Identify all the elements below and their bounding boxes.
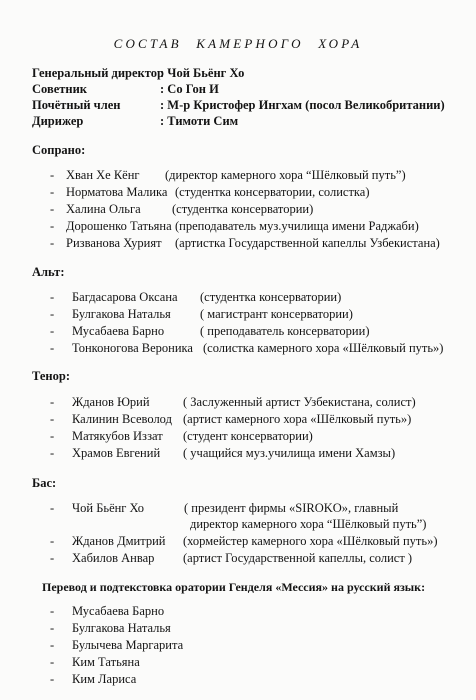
member-name: Тонконогова Вероника xyxy=(72,341,193,355)
member-note-continuation: директор камерного хора “Шёлковый путь”) xyxy=(190,517,427,531)
leadership-value-advisor: : Со Гон И xyxy=(160,82,219,96)
list-dash: - xyxy=(50,672,55,686)
list-dash: - xyxy=(50,638,55,652)
section-heading-soprano: Сопрано: xyxy=(32,143,86,157)
member-name: Чой Бьёнг Хо xyxy=(72,501,145,515)
member-name: Матякубов Иззат xyxy=(72,429,163,443)
member-note: ( магистрант консерватории) xyxy=(200,307,353,321)
member-note: ( Заслуженный артист Узбекистана, солист) xyxy=(183,395,416,409)
member-name: Хван Хе Кёнг xyxy=(66,168,140,182)
leadership-label-conductor: Дирижер xyxy=(32,114,84,128)
list-dash: - xyxy=(50,501,55,515)
member-name: Багдасарова Оксана xyxy=(72,290,178,304)
section-heading-tenor: Тенор: xyxy=(32,369,70,383)
leadership-label-honorary: Почётный член xyxy=(32,98,121,112)
leadership-label-director: Генеральный директор xyxy=(32,66,164,80)
member-name: Халина Ольга xyxy=(66,202,141,216)
member-name: Калинин Всеволод xyxy=(72,412,172,426)
list-dash: - xyxy=(50,534,55,548)
list-dash: - xyxy=(50,551,55,565)
leadership-value-conductor: : Тимоти Сим xyxy=(160,114,239,128)
list-dash: - xyxy=(50,621,55,635)
list-dash: - xyxy=(50,604,55,618)
list-dash: - xyxy=(50,429,55,443)
translation-heading: Перевод и подтекстовка оратории Генделя «Мессия» на русский язык: xyxy=(42,580,426,594)
member-note: (артистка Государственной капеллы Узбекистана) xyxy=(175,236,440,250)
member-note: (солистка камерного хора «Шёлковый путь») xyxy=(203,341,444,355)
member-note: (студентка консерватории) xyxy=(172,202,314,216)
list-dash: - xyxy=(50,185,55,199)
page-title: СОСТАВ КАМЕРНОГО ХОРА xyxy=(113,36,363,51)
translator-name: Мусабаева Барно xyxy=(72,604,165,618)
member-note: ( учащийся муз.училища имени Хамзы) xyxy=(183,446,396,460)
list-dash: - xyxy=(50,395,55,409)
member-note: (директор камерного хора “Шёлковый путь”) xyxy=(165,168,406,182)
member-note: (артист камерного хора «Шёлковый путь») xyxy=(183,412,412,426)
member-name: Хабилов Анвар xyxy=(72,551,155,565)
member-name: Дорошенко Татьяна xyxy=(66,219,172,233)
list-dash: - xyxy=(50,168,55,182)
translator-name: Ким Татьяна xyxy=(72,655,140,669)
member-note: (студент консерватории) xyxy=(183,429,313,443)
member-name: Жданов Дмитрий xyxy=(72,534,166,548)
member-note: ( президент фирмы «SIROKO», главный xyxy=(184,501,399,515)
list-dash: - xyxy=(50,307,55,321)
member-name: Жданов Юрий xyxy=(72,395,150,409)
member-note: (хормейстер камерного хора «Шёлковый путь») xyxy=(183,534,438,548)
translator-name: Булгакова Наталья xyxy=(72,621,171,635)
leadership-value-honorary: : М-р Кристофер Ингхам (посол Великобритании) xyxy=(160,98,445,112)
member-note: (студентка консерватории) xyxy=(200,290,342,304)
member-note: (преподаватель муз.училища имени Раджаби) xyxy=(175,219,419,233)
translator-name: Булычева Маргарита xyxy=(72,638,184,652)
member-note: (студентка консерватории, солистка) xyxy=(175,185,370,199)
leadership-value-director: : Чой Бьёнг Хо xyxy=(160,66,245,80)
list-dash: - xyxy=(50,219,55,233)
leadership-label-advisor: Советник xyxy=(32,82,88,96)
member-note: ( преподаватель консерватории) xyxy=(200,324,370,338)
list-dash: - xyxy=(50,290,55,304)
list-dash: - xyxy=(50,446,55,460)
list-dash: - xyxy=(50,412,55,426)
member-name: Ризванова Хурият xyxy=(66,236,162,250)
translator-name: Ким Лариса xyxy=(72,672,137,686)
member-name: Булгакова Наталья xyxy=(72,307,171,321)
list-dash: - xyxy=(50,324,55,338)
member-name: Храмов Евгений xyxy=(72,446,161,460)
list-dash: - xyxy=(50,655,55,669)
member-name: Норматова Малика xyxy=(66,185,168,199)
member-note: (артист Государственной капеллы, солист ) xyxy=(183,551,413,565)
list-dash: - xyxy=(50,236,55,250)
section-heading-alto: Альт: xyxy=(32,265,65,279)
section-heading-bass: Бас: xyxy=(32,476,57,490)
member-name: Мусабаева Барно xyxy=(72,324,165,338)
list-dash: - xyxy=(50,341,55,355)
list-dash: - xyxy=(50,202,55,216)
